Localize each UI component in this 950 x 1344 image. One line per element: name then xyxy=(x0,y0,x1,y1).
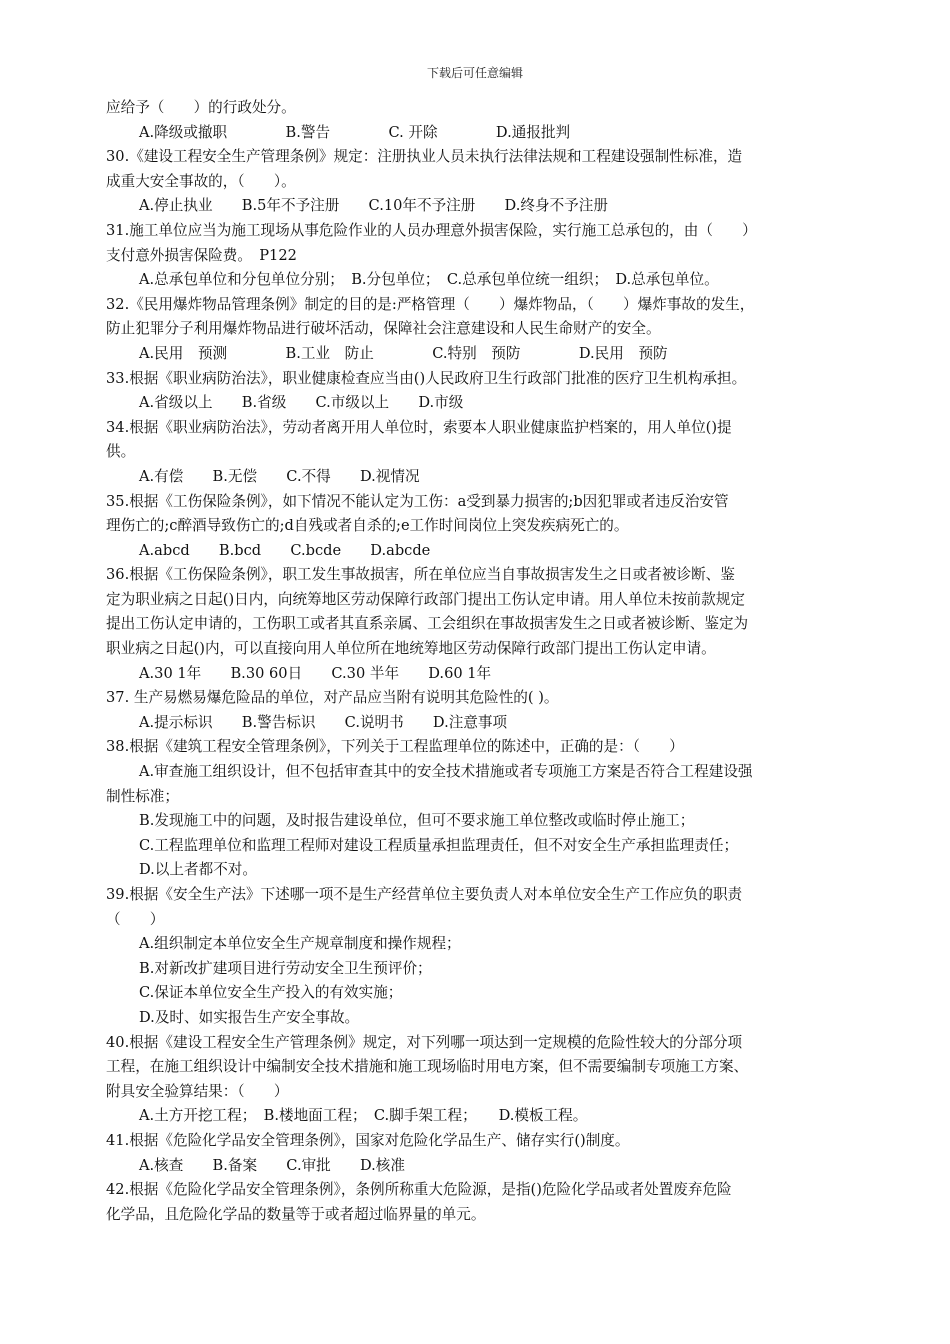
question-text-line: 38.根据《建筑工程安全管理条例》，下列关于工程监理单位的陈述中，正确的是：（ ） xyxy=(106,738,684,756)
question-text-line: 制性标准； xyxy=(106,787,179,805)
answer-options-line: A.民用 预测 B.工业 防止 C.特别 预防 D.民用 预防 xyxy=(139,344,668,362)
answer-options-line: A.省级以上 B.省级 C.市级以上 D.市级 xyxy=(139,394,464,412)
question-text-line: 32.《民用爆炸物品管理条例》制定的目的是:严格管理（ ）爆炸物品，（ ）爆炸事故的发生， xyxy=(106,295,755,313)
answer-options-line: B.发现施工中的问题，及时报告建设单位，但可不要求施工单位整改或临时停止施工； xyxy=(139,812,695,830)
question-text-line: 成重大安全事故的，（ ）。 xyxy=(106,172,296,190)
question-text-line: 34.根据《职业病防治法》，劳动者离开用人单位时，索要本人职业健康监护档案的，用人单位()提 xyxy=(106,418,732,436)
answer-options-line: D.以上者都不对。 xyxy=(139,861,257,879)
answer-options-line: D.及时、如实报告生产安全事故。 xyxy=(139,1008,360,1026)
question-text-line: 31.施工单位应当为施工现场从事危险作业的人员办理意外损害保险，实行施工总承包的，由（ ） xyxy=(106,221,757,239)
answer-options-line: A.总承包单位和分包单位分别； B.分包单位； C.总承包单位统一组织； D.总承包单位。 xyxy=(139,271,719,289)
question-text-line: 职业病之日起()内，可以直接向用人单位所在地统筹地区劳动保障行政部门提出工伤认定申请。 xyxy=(106,640,716,658)
question-text-line: 应给予（ ）的行政处分。 xyxy=(106,99,296,116)
page-header: 下载后可任意编辑 xyxy=(426,66,523,80)
question-text-line: 41.根据《危险化学品安全管理条例》，国家对危险化学品生产、储存实行()制度。 xyxy=(106,1131,630,1149)
question-text-line: 支付意外损害保险费。 P122 xyxy=(106,246,297,264)
question-text-line: 定为职业病之日起()日内，向统筹地区劳动保障行政部门提出工伤认定申请。用人单位未按前款规定 xyxy=(106,590,745,608)
question-text-line: 40.根据《建设工程安全生产管理条例》规定，对下列哪一项达到一定规模的危险性较大的分部分项 xyxy=(106,1033,743,1051)
answer-options-line: C.工程监理单位和监理工程师对建设工程质量承担监理责任，但不对安全生产承担监理责任； xyxy=(139,836,739,854)
answer-options-line: A.提示标识 B.警告标识 C.说明书 D.注意事项 xyxy=(139,713,508,731)
question-text-line: 提出工伤认定申请的，工伤职工或者其直系亲属、工会组织在事故损害发生之日或者被诊断、鉴定为 xyxy=(106,615,749,633)
question-text-line: 化学品，且危险化学品的数量等于或者超过临界量的单元。 xyxy=(106,1205,486,1223)
question-text-line: 36.根据《工伤保险条例》，职工发生事故损害，所在单位应当自事故损害发生之日或者被诊断、鉴 xyxy=(106,566,735,584)
answer-options-line: B.对新改扩建项目进行劳动安全卫生预评价； xyxy=(139,959,432,977)
answer-options-line: A.停止执业 B.5年不予注册 C.10年不予注册 D.终身不予注册 xyxy=(139,197,608,215)
question-text-line: 33.根据《职业病防治法》，职业健康检查应当由()人民政府卫生行政部门批准的医疗卫生机构承担。 xyxy=(106,369,747,387)
question-text-line: 附具安全验算结果：（ ） xyxy=(106,1082,289,1100)
question-text-line: 供。 xyxy=(106,443,136,461)
answer-options-line: A.30 1年 B.30 60日 C.30 半年 D.60 1年 xyxy=(139,664,492,682)
answer-options-line: C.保证本单位安全生产投入的有效实施； xyxy=(139,984,403,1002)
question-text-line: 42.根据《危险化学品安全管理条例》，条例所称重大危险源，是指()危险化学品或者处置废弃危险 xyxy=(106,1181,732,1199)
answer-options-line: A.abcd B.bcd C.bcde D.abcde xyxy=(139,541,431,559)
question-text-line: 理伤亡的;c醉酒导致伤亡的;d自残或者自杀的;e工作时间岗位上突发疾病死亡的。 xyxy=(106,517,629,535)
document-body xyxy=(106,96,850,1227)
answer-options-line: A.有偿 B.无偿 C.不得 D.视情况 xyxy=(139,467,420,485)
answer-options-line: A.组织制定本单位安全生产规章制度和操作规程； xyxy=(139,935,461,953)
question-text-line: 39.根据《安全生产法》下述哪一项不是生产经营单位主要负责人对本单位安全生产工作应负的职责 xyxy=(106,886,743,903)
answer-options-line: A.审查施工组织设计，但不包括审查其中的安全技术措施或者专项施工方案是否符合工程建设强 xyxy=(139,763,753,781)
answer-options-line: A.降级或撤职 B.警告 C. 开除 D.通报批判 xyxy=(139,123,571,141)
question-text-line: 30.《建设工程安全生产管理条例》规定：注册执业人员未执行法律法规和工程建设强制性标准，造 xyxy=(106,148,743,166)
question-text-line: 37. 生产易燃易爆危险品的单位，对产品应当附有说明其危险性的( )。 xyxy=(106,689,559,707)
answer-options-line: A.核查 B.备案 C.审批 D.核准 xyxy=(139,1156,405,1174)
question-text-line: 工程，在施工组织设计中编制安全技术措施和施工现场临时用电方案，但不需要编制专项施工方案、 xyxy=(106,1058,749,1076)
question-text-line: 35.根据《工伤保险条例》，如下情况不能认定为工伤：a受到暴力损害的;b因犯罪或者违反治安管 xyxy=(106,492,729,510)
answer-options-line: A.土方开挖工程； B.楼地面工程； C.脚手架工程； D.模板工程。 xyxy=(139,1107,588,1125)
question-text-line: 防止犯罪分子利用爆炸物品进行破坏活动，保障社会注意建设和人民生命财产的安全。 xyxy=(106,320,661,338)
question-text-line: （ ） xyxy=(106,910,165,928)
